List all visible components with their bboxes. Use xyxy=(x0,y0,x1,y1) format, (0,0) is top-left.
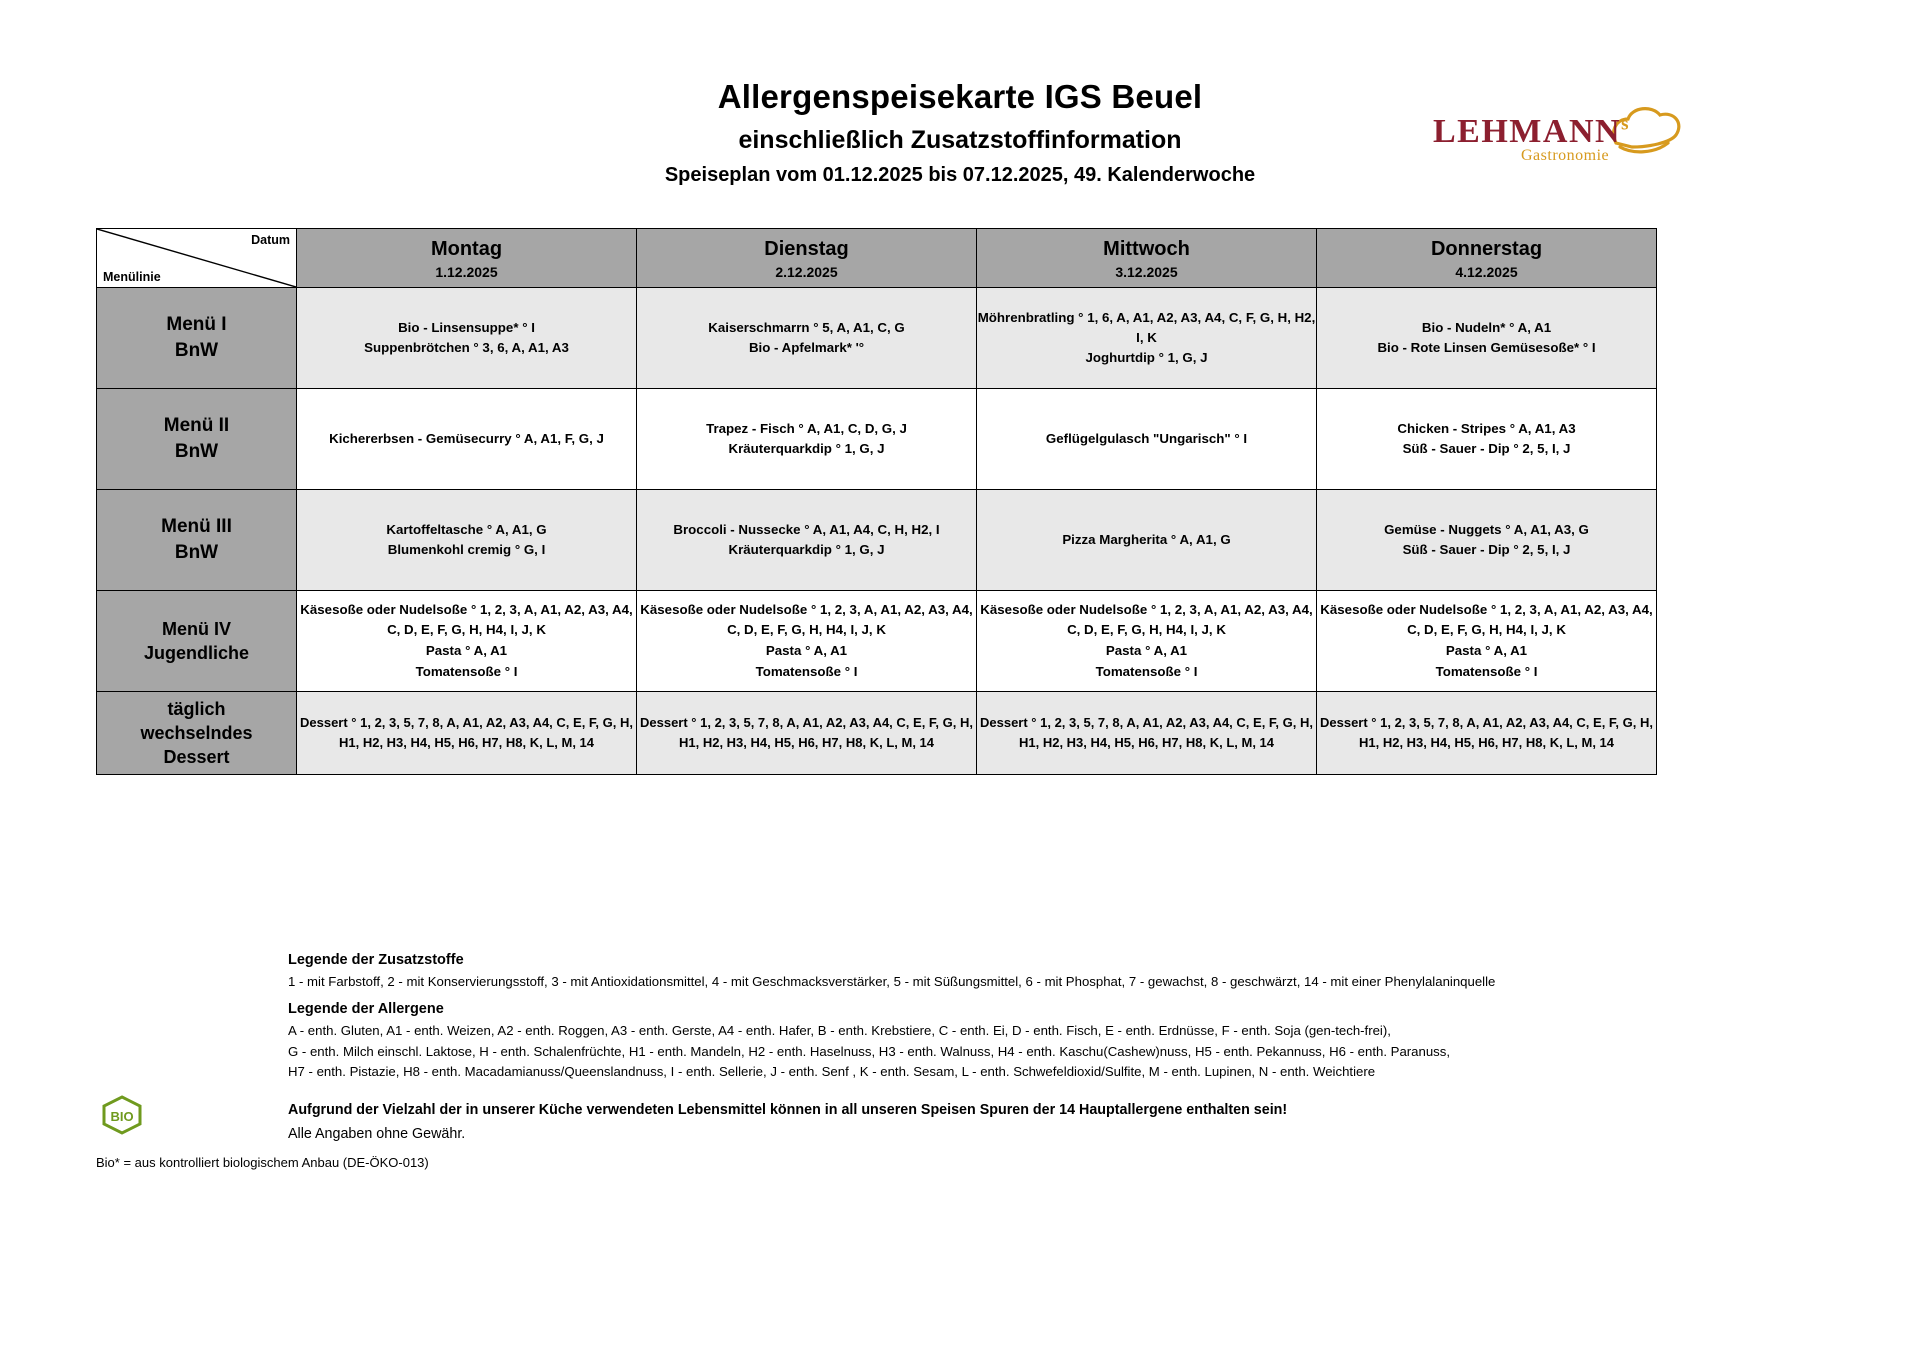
meal-cell: Pizza Margherita ° A, A1, G xyxy=(977,490,1317,591)
page-subtitle: einschließlich Zusatzstoffinformation xyxy=(738,125,1182,154)
logo-superscript: s xyxy=(1621,113,1630,135)
day-date: 1.12.2025 xyxy=(435,263,498,280)
meal-cell: Kaiserschmarrn ° 5, A, A1, C, G Bio - Apfelmark* '° xyxy=(637,288,977,389)
day-name: Montag xyxy=(430,237,503,260)
meal-cell: Broccoli - Nussecke ° A, A1, A4, C, H, H2, I Kräuterquarkdip ° 1, G, J xyxy=(637,490,977,591)
logo-name: LEHMANN xyxy=(1433,113,1622,150)
table-header-row xyxy=(97,229,1657,288)
row-label-line: Dessert xyxy=(163,747,230,768)
table-row-menu-4 xyxy=(97,591,1657,692)
meal-cell: Dessert ° 1, 2, 3, 5, 7, 8, A, A1, A2, A3, A4, C, E, F, G, H, H1, H2, H3, H4, H5, H6, H7, H8, K, L, M, 14 xyxy=(637,692,977,775)
meal-cell: Möhrenbratling ° 1, 6, A, A1, A2, A3, A4, C, F, G, H, H2, I, K Joghurtdip ° 1, G, J xyxy=(977,288,1317,389)
legend-additives-line: 1 - mit Farbstoff, 2 - mit Konservierungsstoff, 3 - mit Antioxidationsmittel, 4 - mit Geschmacksverstärker, 5 - mit Süßungsmittel, 6 - mit Phosphat, 7 - gewachst, 8 - geschwärzt, 14 - mit einer Phenylalaninquelle xyxy=(288,974,1496,989)
meal-cell: Gemüse - Nuggets ° A, A1, A3, G Süß - Sauer - Dip ° 2, 5, I, J xyxy=(1317,490,1657,591)
row-label-menu-1 xyxy=(97,288,297,389)
row-label-menu-4 xyxy=(97,591,297,692)
legend-allergens-title: Legende der Allergene xyxy=(288,1001,444,1018)
meal-cell: Dessert ° 1, 2, 3, 5, 7, 8, A, A1, A2, A3, A4, C, E, F, G, H, H1, H2, H3, H4, H5, H6, H7, H8, K, L, M, 14 xyxy=(977,692,1317,775)
corner-label-datum: Datum xyxy=(251,233,290,247)
meal-cell: Kartoffeltasche ° A, A1, G Blumenkohl cremig ° G, I xyxy=(297,490,637,591)
day-date: 2.12.2025 xyxy=(775,263,838,280)
meal-cell: Chicken - Stripes ° A, A1, A3 Süß - Sauer - Dip ° 2, 5, I, J xyxy=(1317,389,1657,490)
row-label-line: Menü II xyxy=(163,415,230,437)
meal-plan-table xyxy=(96,228,1657,775)
table-corner-cell xyxy=(97,229,297,288)
corner-label-menuelinie: Menülinie xyxy=(103,270,161,284)
day-header-dienstag xyxy=(637,229,977,288)
page-title: Allergenspeisekarte IGS Beuel xyxy=(717,78,1203,115)
meal-cell: Käsesoße oder Nudelsoße ° 1, 2, 3, A, A1, A2, A3, A4, C, D, E, F, G, H, H4, I, J, K Pasta ° A, A1 Tomatensoße ° I xyxy=(977,591,1317,692)
legend-allergens-line-3: H7 - enth. Pistazie, H8 - enth. Macadamianuss/Queenslandnuss, I - enth. Sellerie, J - enth. Senf , K - enth. Sesam, L - enth. Schwefeldioxid/Sulfite, M - enth. Lupinen, N - enth. Weichtiere xyxy=(288,1064,1376,1080)
row-label-line: Menü I xyxy=(166,314,227,336)
svg-text:BIO: BIO xyxy=(110,1109,134,1124)
disclaimer: Alle Angaben ohne Gewähr. xyxy=(288,1125,466,1142)
meal-cell: Geflügelgulasch "Ungarisch" ° I xyxy=(977,389,1317,490)
allergen-notice: Aufgrund der Vielzahl der in unserer Küche verwendeten Lebensmittel können in all unseren Speisen Spuren der 14 Hauptallergene enthalten sein! xyxy=(288,1101,1288,1118)
meal-cell: Käsesoße oder Nudelsoße ° 1, 2, 3, A, A1, A2, A3, A4, C, D, E, F, G, H, H4, I, J, K Pasta ° A, A1 Tomatensoße ° I xyxy=(637,591,977,692)
table-row-dessert xyxy=(97,692,1657,775)
day-header-mittwoch xyxy=(977,229,1317,288)
bio-footnote: Bio* = aus kontrolliert biologischem Anbau (DE-ÖKO-013) xyxy=(96,1155,429,1170)
meal-cell: Kichererbsen - Gemüsecurry ° A, A1, F, G, J xyxy=(297,389,637,490)
day-name: Mittwoch xyxy=(1103,237,1190,260)
day-header-donnerstag xyxy=(1317,229,1657,288)
row-label-line: Menü IV xyxy=(161,618,231,639)
legend-allergens-line-2: G - enth. Milch einschl. Laktose, H - enth. Schalenfrüchte, H1 - enth. Mandeln, H2 - enth. Haselnuss, H3 - enth. Walnuss, H4 - enth. Kaschu(Cashew)nuss, H5 - enth. Pekannuss, H6 - enth. Paranuss, xyxy=(288,1043,1451,1059)
legend-allergens-line-1: A - enth. Gluten, A1 - enth. Weizen, A2 - enth. Roggen, A3 - enth. Gerste, A4 - enth. Hafer, B - enth. Krebstiere, C - enth. Ei, D - enth. Fisch, E - enth. Erdnüsse, F - enth. Soja (gen-tech-frei), xyxy=(288,1023,1391,1039)
row-label-menu-3 xyxy=(97,490,297,591)
plan-date-range: Speiseplan vom 01.12.2025 bis 07.12.2025, 49. Kalenderwoche xyxy=(664,163,1256,186)
row-label-line: BnW xyxy=(174,340,219,361)
meal-cell: Käsesoße oder Nudelsoße ° 1, 2, 3, A, A1, A2, A3, A4, C, D, E, F, G, H, H4, I, J, K Pasta ° A, A1 Tomatensoße ° I xyxy=(297,591,637,692)
row-label-line: wechselndes xyxy=(140,722,253,743)
table-row-menu-3 xyxy=(97,490,1657,591)
row-label-line: BnW xyxy=(174,441,219,462)
row-label-line: Jugendliche xyxy=(143,643,250,663)
meal-cell: Trapez - Fisch ° A, A1, C, D, G, J Kräuterquarkdip ° 1, G, J xyxy=(637,389,977,490)
company-logo xyxy=(1425,95,1690,173)
row-label-menu-2 xyxy=(97,389,297,490)
meal-cell: Bio - Nudeln* ° A, A1 Bio - Rote Linsen Gemüsesoße* ° I xyxy=(1317,288,1657,389)
day-date: 4.12.2025 xyxy=(1455,263,1518,280)
row-label-line: Menü III xyxy=(161,516,232,538)
row-label-dessert xyxy=(97,692,297,775)
row-label-line: BnW xyxy=(174,542,219,563)
table-row-menu-2 xyxy=(97,389,1657,490)
logo-wordmark xyxy=(1433,113,1630,151)
meal-cell: Bio - Linsensuppe* ° I Suppenbrötchen ° 3, 6, A, A1, A3 xyxy=(297,288,637,389)
day-name: Donnerstag xyxy=(1430,237,1543,260)
day-header-montag xyxy=(297,229,637,288)
day-name: Dienstag xyxy=(764,237,849,260)
logo-tagline: Gastronomie xyxy=(1521,147,1610,164)
legend-additives-title: Legende der Zusatzstoffe xyxy=(288,952,464,968)
meal-cell: Dessert ° 1, 2, 3, 5, 7, 8, A, A1, A2, A3, A4, C, E, F, G, H, H1, H2, H3, H4, H5, H6, H7, H8, K, L, M, 14 xyxy=(1317,692,1657,775)
legend-spacer xyxy=(288,992,1688,1001)
table-row-menu-1 xyxy=(97,288,1657,389)
day-date: 3.12.2025 xyxy=(1115,263,1178,280)
meal-cell: Käsesoße oder Nudelsoße ° 1, 2, 3, A, A1, A2, A3, A4, C, D, E, F, G, H, H4, I, J, K Pasta ° A, A1 Tomatensoße ° I xyxy=(1317,591,1657,692)
bio-seal-icon xyxy=(100,1095,144,1135)
meal-cell: Dessert ° 1, 2, 3, 5, 7, 8, A, A1, A2, A3, A4, C, E, F, G, H, H1, H2, H3, H4, H5, H6, H7, H8, K, L, M, 14 xyxy=(297,692,637,775)
row-label-line: täglich xyxy=(167,698,226,719)
legend-section xyxy=(288,952,1688,1142)
